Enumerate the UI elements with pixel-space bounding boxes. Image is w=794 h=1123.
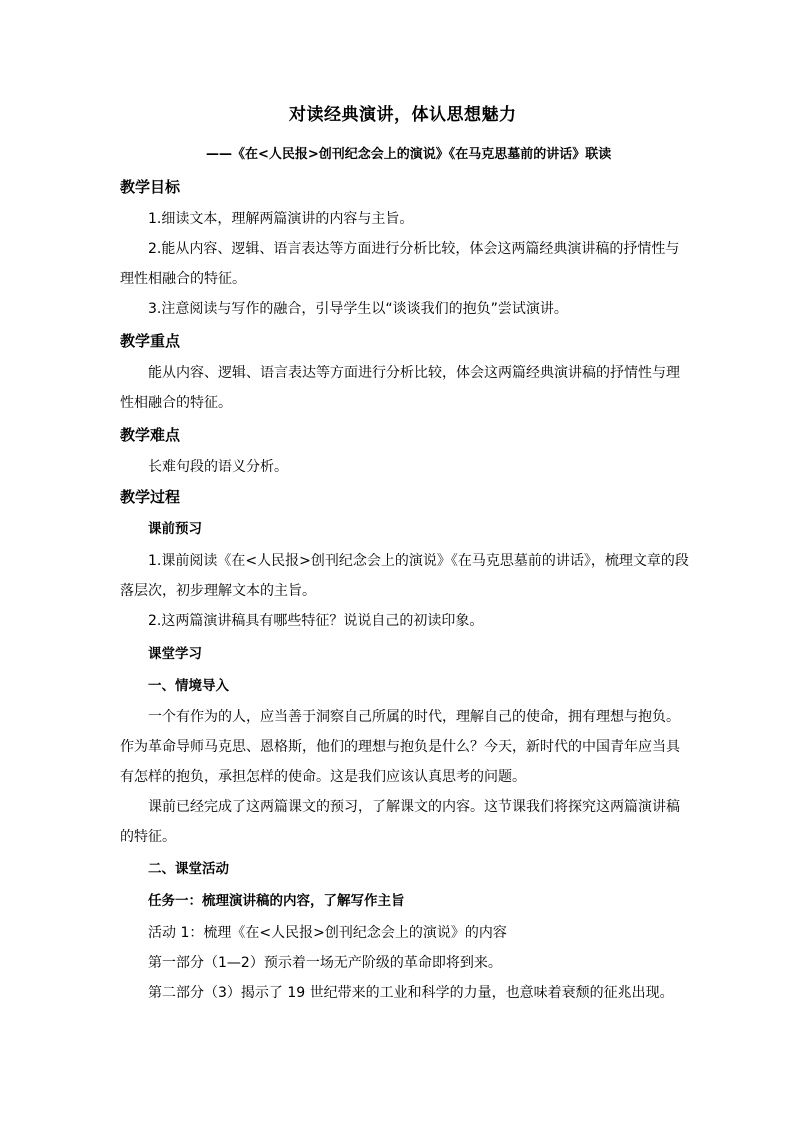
activity-1-line: 活动 1：梳理《在<人民报>创刊纪念会上的演说》的内容: [148, 925, 507, 941]
preview-item-1-line-1: 1.课前阅读《在<人民报>创刊纪念会上的演说》《在马克思墓前的讲话》，梳理文章的段: [148, 553, 689, 569]
objective-item-3: 3.注意阅读与写作的融合，引导学生以“谈谈我们的抱负”尝试演讲。: [148, 301, 568, 317]
process-heading: 教学过程: [120, 488, 181, 506]
key-points-heading: 教学重点: [120, 332, 181, 350]
key-points-line-2: 性相融合的特征。: [120, 395, 232, 411]
objective-item-1: 1.细读文本，理解两篇演讲的内容与主旨。: [148, 211, 414, 227]
section-1-p2-line-1: 课前已经完成了这两篇课文的预习，了解课文的内容。这节课我们将探究这两篇演讲稿: [148, 799, 680, 815]
part-2-line: 第二部分（3）揭示了 19 世纪带来的工业和科学的力量，也意味着衰颓的征兆出现。: [148, 985, 674, 1001]
key-points-line-1: 能从内容、逻辑、语言表达等方面进行分析比较，体会这两篇经典演讲稿的抒情性与理: [148, 365, 680, 381]
section-2-heading: 二、课堂活动: [148, 861, 229, 877]
document-title: 对读经典演讲，体认思想魅力: [289, 105, 517, 125]
difficulties-heading: 教学难点: [120, 426, 181, 444]
section-1-p1-line-1: 一个有作为的人，应当善于洞察自己所属的时代，理解自己的使命，拥有理想与抱负。: [148, 709, 680, 725]
preview-item-2: 2.这两篇演讲稿具有哪些特征？说说自己的初读印象。: [148, 613, 484, 629]
preview-item-1-line-2: 落层次，初步理解文本的主旨。: [120, 583, 316, 599]
objectives-heading: 教学目标: [120, 178, 181, 196]
task-1-heading: 任务一：梳理演讲稿的内容，了解写作主旨: [148, 893, 405, 909]
preview-heading: 课前预习: [148, 521, 202, 537]
difficulties-line-1: 长难句段的语义分析。: [148, 459, 288, 475]
section-1-p1-line-2: 作为革命导师马克思、恩格斯，他们的理想与抱负是什么？今天，新时代的中国青年应当具: [120, 739, 680, 755]
document-subtitle: ——《在<人民报>创刊纪念会上的演说》《在马克思墓前的讲话》联读: [206, 147, 612, 162]
section-1-p1-line-3: 有怎样的抱负，承担怎样的使命。这是我们应该认真思考的问题。: [120, 769, 526, 785]
class-study-heading: 课堂学习: [148, 646, 202, 662]
objective-item-2-line-1: 2.能从内容、逻辑、语言表达等方面进行分析比较，体会这两篇经典演讲稿的抒情性与: [148, 241, 680, 257]
part-1-line: 第一部分（1—2）预示着一场无产阶级的革命即将到来。: [148, 955, 502, 971]
section-1-p2-line-2: 的特征。: [120, 829, 176, 845]
objective-item-2-line-2: 理性相融合的特征。: [120, 271, 246, 287]
section-1-heading: 一、情境导入: [148, 678, 229, 694]
